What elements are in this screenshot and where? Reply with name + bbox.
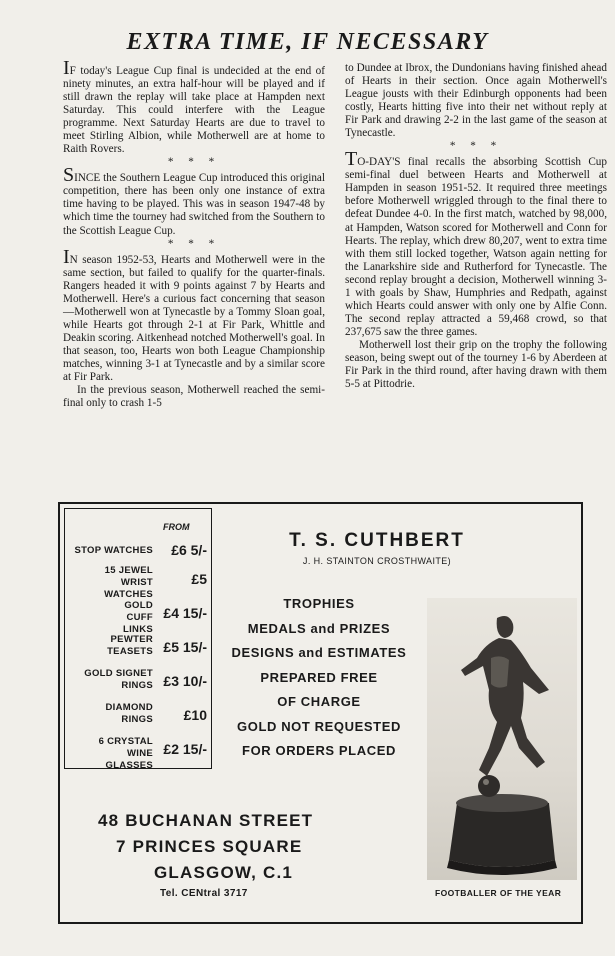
article-left-column [63, 57, 325, 410]
section-divider: * * * [449, 140, 503, 153]
service-line: FOR ORDERS PLACED [242, 743, 396, 758]
price-row [71, 631, 207, 661]
item-label: GOLD SIGNET RINGS [84, 668, 153, 691]
advertisement [58, 502, 583, 924]
service-line: DESIGNS and ESTIMATES [231, 645, 407, 660]
price-row [71, 665, 207, 695]
paragraph-1: IF today's League Cup final is undecided at the end of ninety minutes, an extra half-hour will be played and if still drawn the replay will take place at Hampden next Saturday. This could interfere with the League programme. Next Saturday Hearts are due to travel to meet Stirling Albion, while Motherwell are at home to Raith Rovers. [63, 57, 325, 156]
section-divider: * * * [167, 156, 221, 169]
address-line: GLASGOW, C.1 [154, 863, 294, 882]
paragraph-3: IN season 1952-53, Hearts and Motherwell were in the same section, but failed to qualify for the quarter-finals. Rangers headed it with 9 points against 7 by Hearts and Motherwell. Here's a curious fact concerning that season—Motherwell won at Tynecastle by a Tommy Sloan goal, while Hearts got through 2-1 at Fir Park, Whittle and Deakin scoring. Aitkenhead notched Motherwell's goal. In that season, too, Hearts won both League Championship matches, winning 3-1 at Tynecastle and by a similar score at Fir Park. [63, 245, 325, 383]
service-line: OF CHARGE [277, 694, 361, 709]
price-row [71, 699, 207, 729]
item-label: PEWTER TEASETS [107, 634, 153, 657]
service-line: PREPARED FREE [260, 669, 378, 685]
item-label: STOP WATCHES [74, 545, 153, 556]
paragraph-7: Motherwell lost their grip on the trophy the following season, being swept out of the tourney 1-6 by Aberdeen at Fir Park in the third round, after having drawn with them 5-5 at Pittodrie. [345, 338, 607, 391]
price-row [71, 563, 207, 600]
article-title: EXTRA TIME, IF NECESSARY [126, 29, 489, 55]
price-row [71, 733, 207, 771]
firm-name: T. S. CUTHBERT [289, 530, 465, 551]
photo-caption: FOOTBALLER OF THE YEAR [435, 888, 562, 898]
firm-subtitle: J. H. STAINTON CROSTHWAITE) [302, 556, 452, 566]
drop-cap: I [63, 245, 70, 268]
footballer-statuette-icon [427, 598, 577, 880]
address-block [98, 808, 328, 886]
item-price: £3 10/- [163, 673, 207, 689]
item-label: 6 CRYSTAL WINE GLASSES [98, 736, 153, 771]
drop-cap: I [63, 57, 70, 79]
article-right-column [345, 62, 607, 391]
trophy-photo [427, 598, 577, 880]
price-row [71, 597, 207, 635]
service-line: GOLD NOT REQUESTED [237, 718, 401, 734]
item-price: £6 5/- [171, 542, 207, 558]
item-price: £10 [183, 707, 207, 723]
paragraph-2: SINCE the Southern League Cup introduced this original competition, there has been only one instance of extra time having to be played. This was in season 1947-48 by which time the tourney had switched from the Southern to the Scottish League Cup. [63, 164, 325, 237]
paragraph-6: TO-DAY'S final recalls the absorbing Scottish Cup semi-final duel between Hearts and Motherwell at Hampden in season 1951-52. It required three meetings before Motherwell wriggled through to the final there to defeat Dundee 4-0. In the first match, watched by 98,000, at Hampden, Watson scored for Motherwell and Conn for Hearts. The replay, which drew 80,207, went to extra time with them still locked together, Watson again netting for the Lanarkshire side and Rutherford for Tynecastle. The second replay brought a decision, Motherwell winning 3-1 with goals by Shaw, Humphries and Redpath, against which Hearts could answer with only one by Alfie Conn. The second replay attracted a 59,468 crowd, so that 237,675 saw the three games. [345, 148, 607, 338]
paragraph-5: to Dundee at Ibrox, the Dundonians having finished ahead of Hearts in their section. Once again Motherwell's League jousts with their Edinburgh opponents had been costly, Hearts hitting five into their net without reply at Fir Park and drawing 2-2 in the last game of the season at Tynecastle. [345, 62, 607, 140]
address-line: 7 PRINCES SQUARE [116, 837, 303, 856]
service-line: TROPHIES [283, 596, 355, 611]
item-label: 15 JEWEL WRIST WATCHES [104, 565, 153, 600]
services-list [212, 592, 426, 764]
item-price: £5 15/- [163, 639, 207, 655]
item-price: £4 15/- [163, 605, 207, 621]
item-label: GOLD CUFF LINKS [123, 600, 153, 635]
drop-cap: S [63, 164, 75, 187]
from-label: FROM [163, 522, 190, 532]
paragraph-4: In the previous season, Motherwell reached the semi-final only to crash 1-5 [63, 384, 325, 410]
address-line: 48 BUCHANAN STREET [98, 811, 314, 830]
item-label: DIAMOND RINGS [105, 702, 153, 725]
item-price: £2 15/- [163, 741, 207, 757]
item-price: £5 [191, 571, 207, 587]
drop-cap: T [345, 148, 358, 171]
service-line: MEDALS and PRIZES [247, 620, 391, 636]
telephone-number: Tel. CENtral 3717 [160, 888, 248, 899]
section-divider: * * * [167, 237, 221, 250]
price-list [64, 508, 212, 769]
